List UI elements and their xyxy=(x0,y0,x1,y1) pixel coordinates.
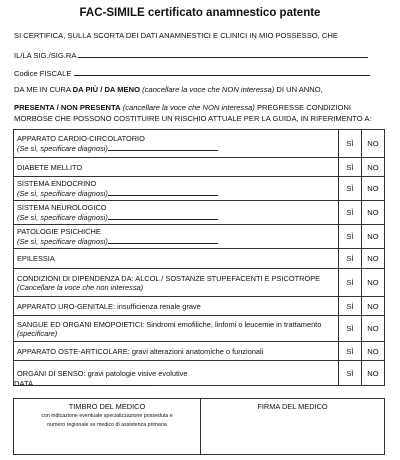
no-option[interactable]: NO xyxy=(362,201,385,225)
condition-cell xyxy=(14,342,339,361)
condition-note: (Se sì, specificare diagnosi) xyxy=(17,213,108,222)
condition-label: DIABETE MELLITO xyxy=(17,162,83,172)
table-row xyxy=(14,158,385,177)
patient-name-label: IL/LA SIG./SIG.RA xyxy=(14,51,77,60)
date-label: DATA xyxy=(14,379,33,388)
condition-cell xyxy=(14,249,339,269)
yes-option[interactable]: SÌ xyxy=(339,225,362,249)
presence-note: (cancellare la voce che NON interessa) xyxy=(120,103,255,112)
condition-cell xyxy=(14,158,339,177)
no-option[interactable]: NO xyxy=(362,361,385,386)
document-title: FAC-SIMILE certificato anamnestico patente xyxy=(79,7,321,19)
condition-cell xyxy=(14,297,339,316)
table-row xyxy=(14,130,385,158)
condition-note: (Cancellare la voce che non interessa) xyxy=(17,282,144,292)
condition-label: APPARATO CARDIO-CIRCOLATORIO xyxy=(17,134,145,143)
condition-label: PATOLOGIE PSICHICHE xyxy=(17,227,101,236)
no-option[interactable]: NO xyxy=(362,130,385,158)
condition-cell xyxy=(14,316,339,342)
condition-note: (Se sì, specificare diagnosi) xyxy=(17,237,108,246)
condition-note: (Se sì, specificare diagnosi) xyxy=(17,144,108,153)
no-option[interactable]: NO xyxy=(362,316,385,342)
yes-option[interactable]: SÌ xyxy=(339,316,362,342)
no-option[interactable]: NO xyxy=(362,297,385,316)
condition-cell xyxy=(14,225,339,249)
condition-cell xyxy=(14,130,339,158)
diagnosis-field[interactable] xyxy=(108,188,218,196)
yes-option[interactable]: SÌ xyxy=(339,130,362,158)
table-row xyxy=(14,177,385,201)
no-option[interactable]: NO xyxy=(362,177,385,201)
diagnosis-field[interactable] xyxy=(108,212,218,220)
condition-label: EPILESSIA xyxy=(17,254,55,263)
date-field[interactable] xyxy=(35,378,153,386)
condition-label: CONDIZIONI DI DIPENDENZA DA: ALCOL / SOSTANZE STUPEFACENTI E PSICOTROPE xyxy=(17,273,321,283)
table-row xyxy=(14,297,385,316)
table-row xyxy=(14,201,385,225)
no-option[interactable]: NO xyxy=(362,342,385,361)
condition-label: SISTEMA NEUROLOGICO xyxy=(17,203,107,212)
no-option[interactable]: NO xyxy=(362,158,385,177)
yes-option[interactable]: SÌ xyxy=(339,249,362,269)
conditions-table xyxy=(13,129,385,386)
table-row xyxy=(14,269,385,297)
stamp-box[interactable] xyxy=(14,399,201,455)
yes-option[interactable]: SÌ xyxy=(339,269,362,297)
condition-label: SISTEMA ENDOCRINO xyxy=(17,179,97,188)
diagnosis-field[interactable] xyxy=(108,236,218,244)
presence-option: PRESENTA / NON PRESENTA xyxy=(14,103,121,112)
yes-option[interactable]: SÌ xyxy=(339,201,362,225)
intro-line1: SI CERTIFICA, SULLA SCORTA DEI DATI ANAMNESTICI E CLINICI IN MIO POSSESSO, CHE xyxy=(14,31,338,40)
condition-label: ORGANI DI SENSO: gravi patologie visive evolutive xyxy=(17,368,188,378)
presence-end: PREGRESSE CONDIZIONI xyxy=(254,103,352,112)
signature-table xyxy=(13,398,385,455)
diagnosis-field[interactable] xyxy=(108,143,218,151)
condition-cell xyxy=(14,177,339,201)
signature-title: FIRMA DEL MEDICO xyxy=(257,402,328,411)
intro-last-line: MORBOSE CHE POSSONO COSTITUIRE UN RISCHIO ATTUALE PER LA GUIDA, IN RIFERIMENTO A: xyxy=(14,114,372,123)
yes-option[interactable]: SÌ xyxy=(339,342,362,361)
fiscal-code-row xyxy=(14,68,370,78)
stamp-sub2: numero regionale se medico di assistenza primaria xyxy=(47,421,167,428)
condition-cell xyxy=(14,201,339,225)
condition-note: (specificare) xyxy=(17,328,58,338)
care-text: DA ME IN CURA xyxy=(14,85,73,94)
yes-option[interactable]: SÌ xyxy=(339,177,362,201)
no-option[interactable]: NO xyxy=(362,269,385,297)
table-row xyxy=(14,249,385,269)
yes-option[interactable]: SÌ xyxy=(339,361,362,386)
table-row xyxy=(14,225,385,249)
yes-option[interactable]: SÌ xyxy=(339,297,362,316)
condition-note: (Se sì, specificare diagnosi) xyxy=(17,189,108,198)
condition-label: APPARATO OSTE-ARTICOLARE: gravi alterazioni anatomiche o funzionali xyxy=(17,346,264,356)
table-row xyxy=(14,342,385,361)
care-note: (cancellare la voce che NON interessa) xyxy=(142,85,275,94)
care-option: DA PIÙ / DA MENO xyxy=(72,85,141,94)
stamp-title: TIMBRO DEL MEDICO xyxy=(68,402,146,411)
stamp-sub1: con indicazione eventuale specializzazione posseduta e xyxy=(41,413,173,419)
patient-name-field[interactable] xyxy=(78,50,368,58)
fiscal-code-field[interactable] xyxy=(74,68,370,76)
care-duration-line xyxy=(14,85,323,94)
signature-box[interactable] xyxy=(201,399,385,455)
date-row xyxy=(14,378,153,388)
patient-name-row xyxy=(14,50,368,60)
presence-line xyxy=(14,103,351,112)
yes-option[interactable]: SÌ xyxy=(339,158,362,177)
fiscal-code-label: Codice FISCALE xyxy=(14,69,72,78)
care-end: DI UN ANNO, xyxy=(274,85,323,94)
no-option[interactable]: NO xyxy=(362,249,385,269)
condition-label: APPARATO URO-GENITALE: insufficienza renale grave xyxy=(17,301,201,311)
condition-label: SANGUE ED ORGANI EMOPOIETICI: Sindromi emofiliche, linfomi o leucemie in trattamento xyxy=(17,319,322,329)
table-row xyxy=(14,316,385,342)
no-option[interactable]: NO xyxy=(362,225,385,249)
condition-cell xyxy=(14,269,339,297)
